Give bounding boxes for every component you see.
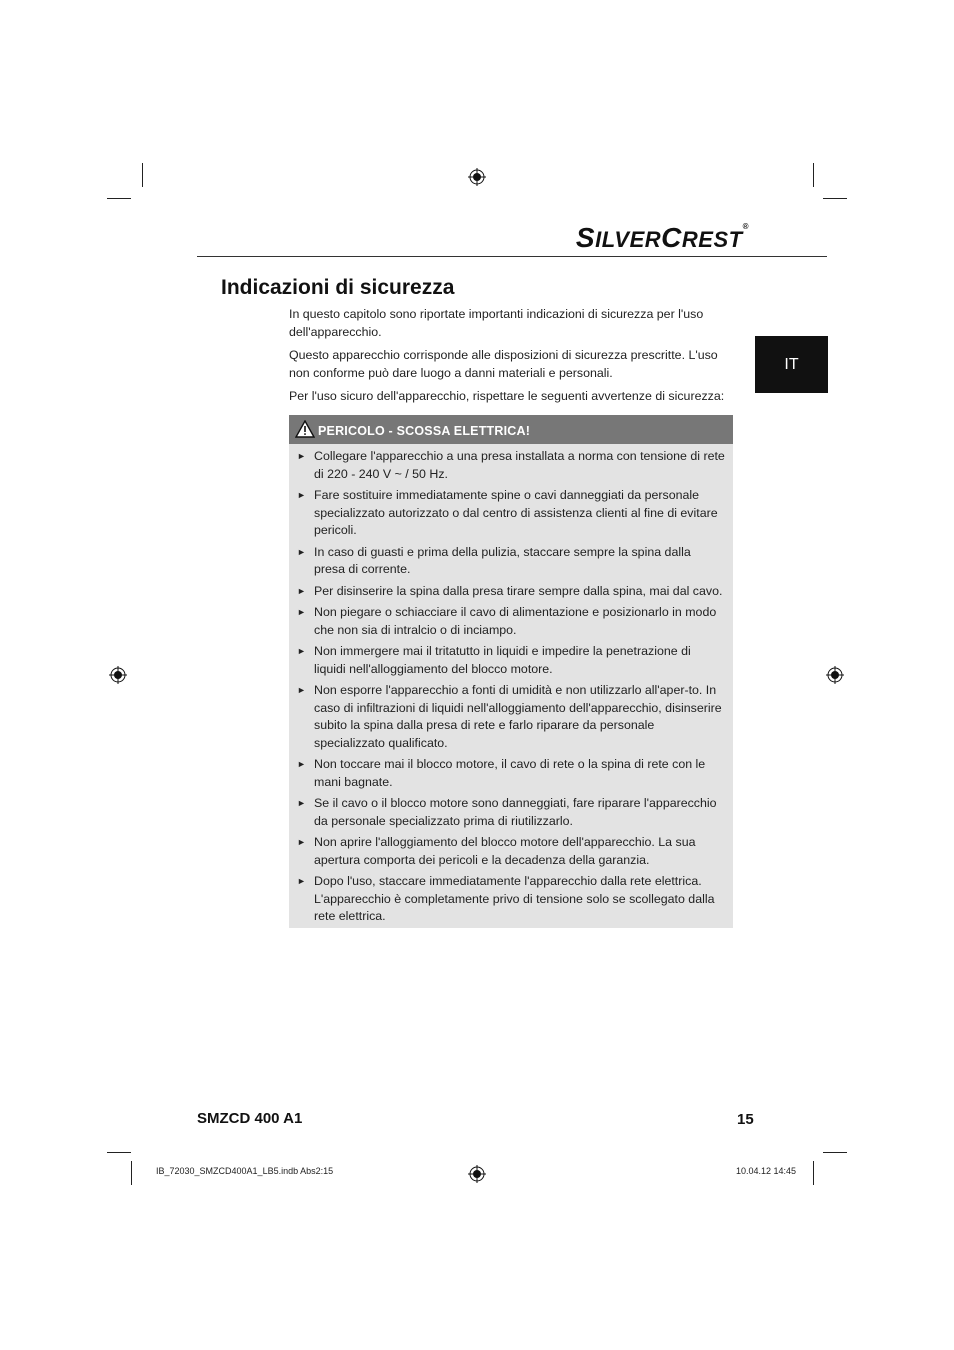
crop-mark <box>107 198 131 199</box>
list-item: ► Per disinserire la spina dalla presa tirare sempre dalla spina, mai dal cavo. <box>289 583 733 601</box>
registration-mark-icon <box>468 1165 486 1183</box>
warning-title: PERICOLO - SCOSSA ELETTRICA! <box>318 424 531 438</box>
model-number: SMZCD 400 A1 <box>197 1110 303 1127</box>
language-tab <box>755 336 828 393</box>
page-number: 15 <box>737 1111 754 1128</box>
registration-mark-icon <box>109 666 127 684</box>
list-item: ► Non immergere mai il tritatutto in liquidi e impedire la penetrazione di liquidi nell'alloggiamento del blocco motore. <box>297 644 691 676</box>
registration-mark-icon <box>826 666 844 684</box>
language-tab-label: IT <box>784 355 799 373</box>
list-item: ► Non esporre l'apparecchio a fonti di umidità e non utilizzarlo all'aper-to. In caso di infiltrazioni di liquidi nell'alloggiamento dell'apparecchio, disinserire subito la spina dalla presa di rete e farlo riparare da personale specializzato qualificato. <box>297 683 722 750</box>
registration-mark-icon <box>468 168 486 186</box>
print-slug-file: IB_72030_SMZCD400A1_LB5.indb Abs2:15 <box>156 1166 334 1176</box>
warning-triangle-icon <box>295 420 315 438</box>
warning-header <box>289 415 733 444</box>
print-slug-date: 10.04.12 14:45 <box>736 1166 797 1176</box>
list-item: ► Fare sostituire immediatamente spine o cavi danneggiati da personale specializzato autorizzato o dal centro di assistenza clienti al fine di evitare pericoli. <box>297 488 718 537</box>
list-item: ► Collegare l'apparecchio a una presa installata a norma con tensione di rete di 220 - 240 V ~ / 50 Hz. <box>297 449 725 481</box>
list-item: ► Dopo l'uso, staccare immediatamente l'apparecchio dalla rete elettrica. L'apparecchio è completamente privo di tensione solo se scollegato dalla rete elettrica. <box>297 874 715 923</box>
arrow-right-icon: ► <box>297 451 306 461</box>
arrow-right-icon: ► <box>297 490 306 500</box>
intro-paragraph: Questo apparecchio corrisponde alle disposizioni di sicurezza prescritte. L'uso non conforme può dare luogo a danni materiali e personali. <box>289 348 718 380</box>
list-item: ► Non piegare o schiacciare il cavo di alimentazione e posizionarlo in modo che non sia di intralcio o di inciampo. <box>297 605 717 637</box>
intro-paragraph: In questo capitolo sono riportate importanti indicazioni di sicurezza per l'uso dell'apparecchio. <box>289 307 704 339</box>
list-item: ► Non aprire l'alloggiamento del blocco motore dell'apparecchio. La sua apertura comporta dei pericoli e la decadenza della garanzia. <box>297 835 696 867</box>
arrow-right-icon: ► <box>297 585 306 596</box>
list-item: ► Non toccare mai il blocco motore, il cavo di rete o la spina di rete con le mani bagnate. <box>297 757 706 789</box>
warning-list <box>289 448 733 930</box>
header-rule <box>197 256 827 257</box>
arrow-right-icon: ► <box>297 546 306 557</box>
crop-mark <box>142 163 143 187</box>
arrow-right-icon: ► <box>297 685 306 695</box>
crop-mark <box>823 1152 847 1153</box>
arrow-right-icon: ► <box>297 646 306 656</box>
crop-mark <box>823 198 847 199</box>
arrow-right-icon: ► <box>297 607 306 617</box>
brand-logo: SILVERCREST® <box>575 222 749 253</box>
list-item: ► In caso di guasti e prima della pulizia, staccare sempre la spina dalla presa di corrente. <box>297 544 691 576</box>
crop-mark <box>813 163 814 187</box>
crop-mark <box>813 1161 814 1185</box>
page-title: Indicazioni di sicurezza <box>221 276 455 299</box>
arrow-right-icon: ► <box>297 876 306 886</box>
crop-mark <box>131 1161 132 1185</box>
arrow-right-icon: ► <box>297 837 306 847</box>
intro-paragraph: Per l'uso sicuro dell'apparecchio, rispettare le seguenti avvertenze di sicurezza: <box>289 389 725 403</box>
arrow-right-icon: ► <box>297 798 306 808</box>
arrow-right-icon: ► <box>297 759 306 769</box>
list-item: ► Se il cavo o il blocco motore sono danneggiati, fare riparare l'apparecchio da personale specializzato prima di riutilizzarlo. <box>297 796 717 828</box>
crop-mark <box>107 1152 131 1153</box>
